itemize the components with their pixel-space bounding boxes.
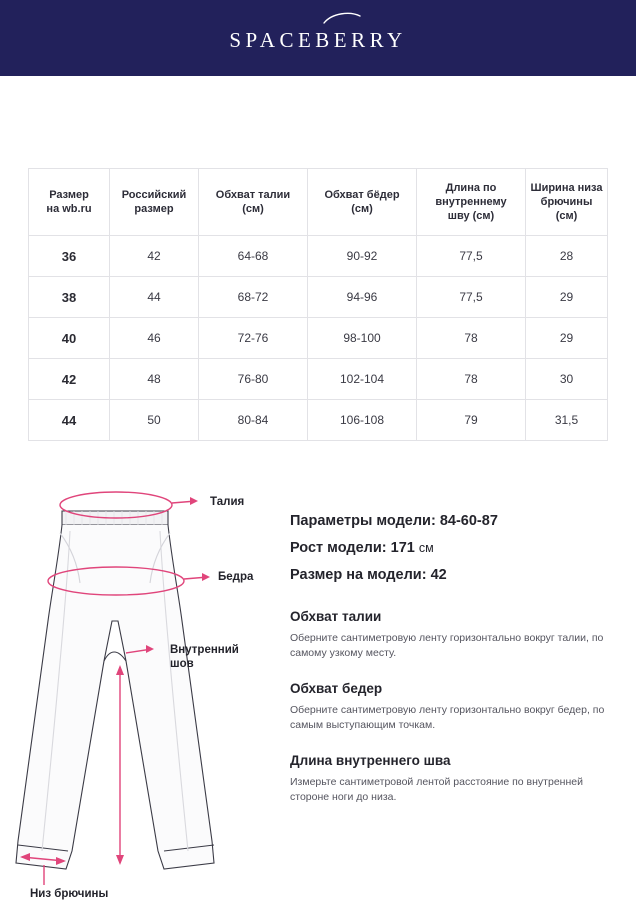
guide-text-column <box>290 471 636 825</box>
instruction-text-inseam: Измерьте сантиметровой лентой расстояние по внутренней стороне ноги до низа. <box>290 776 583 803</box>
col-header-inseam: Длина по внутреннему шву (см) <box>417 169 526 236</box>
cell-inseam: 78 <box>417 318 526 359</box>
cell-inseam: 78 <box>417 359 526 400</box>
cell-hips: 106-108 <box>308 400 417 441</box>
table-head <box>29 169 608 236</box>
table-row <box>29 359 608 400</box>
instruction-title-waist: Обхват талии <box>290 609 382 624</box>
measurement-guide-section <box>0 471 636 900</box>
cell-ru-size: 46 <box>110 318 199 359</box>
cell-hem-width: 30 <box>526 359 608 400</box>
table-header-row <box>29 169 608 236</box>
cell-hips: 102-104 <box>308 359 417 400</box>
table-row <box>29 236 608 277</box>
col-header-wb-size: Размер на wb.ru <box>29 169 110 236</box>
page-header <box>0 0 636 76</box>
table-row <box>29 400 608 441</box>
swoosh-icon <box>322 11 362 25</box>
cell-ru-size: 48 <box>110 359 199 400</box>
cell-hem-width: 28 <box>526 236 608 277</box>
cell-wb-size: 42 <box>29 359 110 400</box>
cell-inseam: 77,5 <box>417 277 526 318</box>
label-hem: Низ брючины <box>30 888 109 900</box>
cell-hips: 90-92 <box>308 236 417 277</box>
cell-wb-size: 40 <box>29 318 110 359</box>
model-size: Размер на модели: 42 <box>290 567 447 583</box>
label-hips: Бедра <box>218 571 254 583</box>
cell-waist: 76-80 <box>199 359 308 400</box>
cell-wb-size: 36 <box>29 236 110 277</box>
trousers-illustration <box>0 471 290 911</box>
trousers-diagram <box>0 471 290 900</box>
cell-waist: 68-72 <box>199 277 308 318</box>
cell-waist: 72-76 <box>199 318 308 359</box>
cell-ru-size: 50 <box>110 400 199 441</box>
instructions-list <box>290 609 612 805</box>
cell-hips: 94-96 <box>308 277 417 318</box>
col-header-waist: Обхват талии (см) <box>199 169 308 236</box>
cell-hem-width: 29 <box>526 318 608 359</box>
label-waist: Талия <box>210 496 245 508</box>
cell-ru-size: 42 <box>110 236 199 277</box>
cell-inseam: 79 <box>417 400 526 441</box>
cell-inseam: 77,5 <box>417 236 526 277</box>
col-header-ru-size: Российский размер <box>110 169 199 236</box>
cell-hips: 98-100 <box>308 318 417 359</box>
cell-hem-width: 29 <box>526 277 608 318</box>
col-header-hips: Обхват бёдер (см) <box>308 169 417 236</box>
cell-waist: 80-84 <box>199 400 308 441</box>
instruction-title-inseam: Длина внутреннего шва <box>290 753 451 768</box>
model-params: Параметры модели: 84-60-87 <box>290 513 498 529</box>
instruction-title-hips: Обхват бедер <box>290 681 383 696</box>
instruction-text-hips: Оберните сантиметровую ленту горизонтально вокруг бедер, по самым выступающим точкам. <box>290 704 605 731</box>
cell-wb-size: 38 <box>29 277 110 318</box>
size-table-container <box>28 168 608 441</box>
label-inseam: Внутренний шов <box>170 644 239 670</box>
brand-name: SPACEBERRY <box>229 27 407 52</box>
table-body <box>29 236 608 441</box>
cell-hem-width: 31,5 <box>526 400 608 441</box>
cell-wb-size: 44 <box>29 400 110 441</box>
cell-ru-size: 44 <box>110 277 199 318</box>
table-row <box>29 277 608 318</box>
brand-logo <box>229 24 406 53</box>
model-height: Рост модели: 171 см <box>290 540 434 556</box>
size-table <box>28 168 608 441</box>
table-row <box>29 318 608 359</box>
cell-waist: 64-68 <box>199 236 308 277</box>
col-header-hem-width: Ширина низа брючины (см) <box>526 169 608 236</box>
instruction-text-waist: Оберните сантиметровую ленту горизонтально вокруг талии, по самому узкому месту. <box>290 632 604 659</box>
